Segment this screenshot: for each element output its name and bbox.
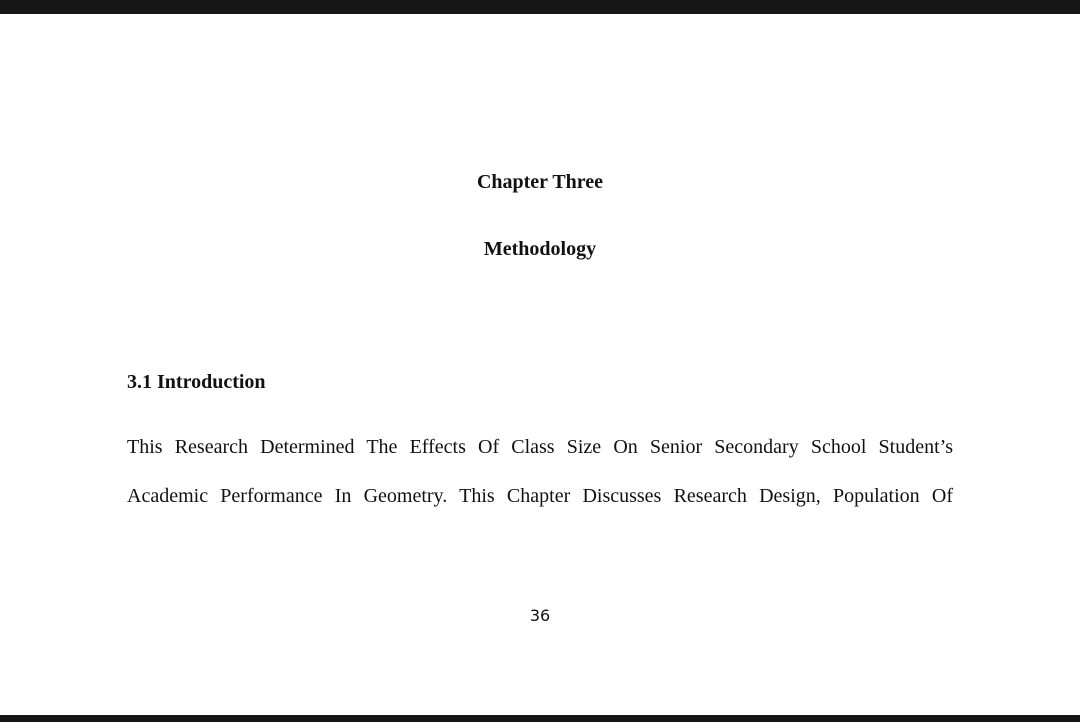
viewer-top-bar — [0, 0, 1080, 14]
paragraph-line: Academic Performance In Geometry. This Chapter Discusses Research Design, Population Of — [127, 485, 953, 507]
document-page[interactable] — [0, 14, 1080, 715]
page-number: 36 — [529, 606, 551, 625]
paragraph-line: This Research Determined The Effects Of Class Size On Senior Secondary School Student’s — [127, 436, 953, 458]
chapter-label: Chapter Three — [476, 171, 604, 193]
viewer-bottom-bar — [0, 715, 1080, 722]
section-heading: 3.1 Introduction — [127, 371, 266, 393]
chapter-title: Methodology — [483, 238, 597, 260]
